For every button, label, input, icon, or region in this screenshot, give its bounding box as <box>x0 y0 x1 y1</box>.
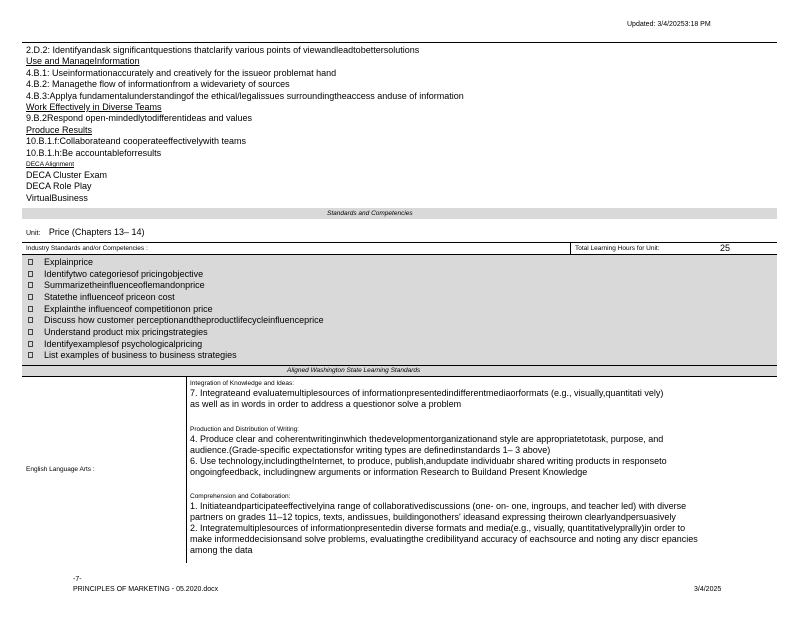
standard-text: among the data <box>190 545 253 555</box>
standard-text: 7. Integrateand evaluatemultiplesources of informationpresentedindifferentmediaorformats (e.g., visually,quantitati vely) <box>190 388 664 398</box>
divider <box>22 376 777 377</box>
industry-standards-label: Industry Standards and/or Competencies : <box>26 245 148 252</box>
bullet-icon <box>28 294 33 300</box>
deca-heading: DECA Alignment <box>26 161 75 169</box>
section-title: Comprehension and Collaboration: <box>190 493 291 500</box>
list-item: Identifyexamplesof psychologicalpricing <box>28 338 777 350</box>
standards-band-title: Standards and Competencies <box>327 210 413 217</box>
standard-text: 2. Integratemultiplesources of informationpresentedin diverse formats and media(e.g., visually, quantitativelyprally)in order to <box>190 523 686 533</box>
standard-text: 6. Use technology,includingtheInternet, to produce, publish,andupdate individuabr shared writing products in responseto <box>190 456 667 466</box>
standard-line: 10.B.1.h:Be accountableforresults <box>26 147 162 158</box>
standard-line: 4.B.1: Useinformationaccurately and creatively for the issueor problemat hand <box>26 67 337 78</box>
standard-line: 2.D.2: Identifyandask significantquestions thatclarify various points of viewandleadtobettersolutions <box>26 45 420 55</box>
standard-line: 4.B.3:Applya fundamentalunderstandingof the ethical/legalissues surroundingtheaccess anduse of information <box>26 90 464 101</box>
total-hours-value: 25 <box>720 243 731 253</box>
standard-line: 9.B.2Respond open-mindedlytodifferentideas and values <box>26 113 252 124</box>
standard-text: partners on grades 11–12 topics, texts, andissues, buildingonothers' ideasand expressing theirown clearlyandpersuasively <box>190 512 676 522</box>
standard-text: as well as in words in order to address a questionor solve a problem <box>190 399 462 409</box>
standard-text: 4. Produce clear and coherentwritinginwhich thedevelopmentorganizationand style are appropriatetotask, purpose, and <box>190 434 664 444</box>
standard-line: 4.B.2: Managethe flow of informationfrom a widevariety of sources <box>26 79 290 90</box>
standard-heading: Work Effectively in Diverse Teams <box>26 102 162 113</box>
section-title: Integration of Knowledge and Ideas: <box>190 380 295 387</box>
standard-text: make informeddecisionsand solve problems, evaluatingthe credibilityand accuracy of eachsource and noting any discr epancies <box>190 534 698 544</box>
updated-timestamp: Updated: 3/4/20253:18 PM <box>627 21 711 28</box>
bullet-icon <box>28 306 33 312</box>
ela-label: English Language Arts : <box>26 466 95 473</box>
document-name: PRINCIPLES OF MARKETING - 05.2020.docx <box>73 586 219 593</box>
column-divider <box>186 376 187 563</box>
top-border <box>22 42 777 43</box>
unit-row <box>26 227 144 237</box>
list-item: Statethe influenceof priceon cost <box>28 291 777 303</box>
unit-value: Price (Chapters 13– 14) <box>48 227 145 237</box>
competencies-list <box>22 255 777 366</box>
bullet-icon <box>28 271 33 277</box>
list-item: Summarizetheinfluenceoflemandonprice <box>28 279 777 291</box>
deca-item: DECA Role Play <box>26 181 92 192</box>
aligned-band <box>22 366 777 376</box>
standards-list <box>26 45 776 204</box>
column-divider <box>570 242 571 254</box>
bullet-icon <box>28 329 33 335</box>
footer-date: 3/4/2025 <box>694 586 722 593</box>
deca-item: DECA Cluster Exam <box>26 170 108 181</box>
total-hours-label: Total Learning Hours for Unit: <box>575 245 660 252</box>
standard-line: 10.B.1.f:Collaborateand cooperateeffectivelywith teams <box>26 136 246 147</box>
deca-item: VirtualBusiness <box>26 192 88 203</box>
bullet-icon <box>28 317 33 323</box>
ela-standards <box>190 379 775 556</box>
standard-heading: Use and ManageInformation <box>26 56 140 67</box>
bullet-icon <box>28 341 33 347</box>
standard-heading: Produce Results <box>26 124 93 135</box>
standards-band <box>22 208 777 219</box>
list-item: Explainthe influenceof competitionon price <box>28 303 777 315</box>
standard-text: audience.(Grade-specific expectationsfor writing types are definedinstandards 1– 3 above) <box>190 445 551 455</box>
page-number: -7- <box>73 576 82 583</box>
divider <box>22 242 777 243</box>
list-item: Explainprice <box>28 256 777 268</box>
standard-text: ongoingfeedback, includingnew arguments or information Research to Buildand Present Knowledge <box>190 467 588 477</box>
unit-label: Unit: <box>26 230 41 237</box>
list-item: Identifytwo categoriesof pricingobjective <box>28 268 777 280</box>
bullet-icon <box>28 282 33 288</box>
list-item: List examples of business to business strategies <box>28 350 777 362</box>
list-item: Understand product mix pricingstrategies <box>28 326 777 338</box>
bullet-icon <box>28 259 33 265</box>
section-title: Production and Distribution of Writing: <box>190 426 299 433</box>
aligned-band-title: Aligned Washington State Learning Standards <box>287 367 421 374</box>
list-item: Discuss how customer perceptionandtheproductlifecycleinfluenceprice <box>28 314 777 326</box>
standard-text: 1. Initiateandparticipateeffectivelyina range of collaborativediscussions (one- on- one, ingroups, and teacher led) with diverse <box>190 501 687 511</box>
bullet-icon <box>28 352 33 358</box>
